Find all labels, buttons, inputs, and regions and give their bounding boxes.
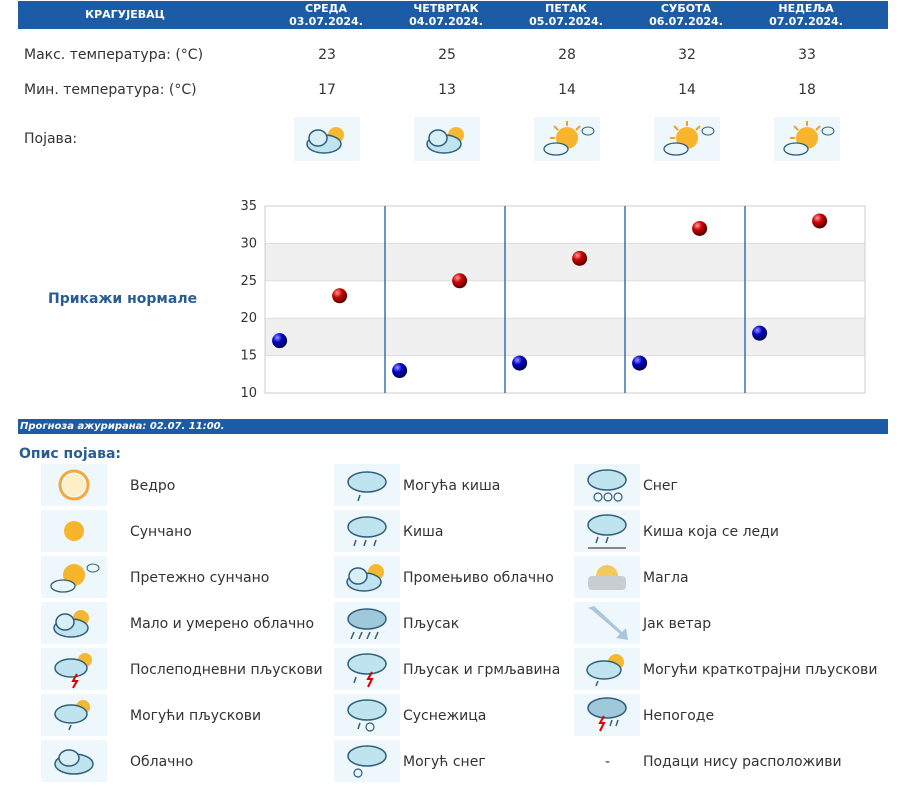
grid-band <box>265 318 865 355</box>
fog-icon <box>574 556 640 598</box>
grid-band <box>265 206 865 243</box>
cloud-sun-icon <box>334 556 400 598</box>
cloud-light-rain-icon <box>334 464 400 506</box>
cloud-sun-rain-icon <box>41 694 107 736</box>
grid-band <box>265 356 865 393</box>
legend-label: Магла <box>643 570 689 586</box>
legend-label: Промењиво облачно <box>403 570 554 586</box>
day-name: СРЕДА <box>305 2 347 15</box>
show-normals-link[interactable]: Прикажи нормале <box>48 291 198 307</box>
legend-label: Мало и умерено облачно <box>130 616 315 632</box>
max-temp-marker <box>332 288 347 303</box>
max-temp-marker <box>692 221 707 236</box>
legend-label: Суснежица <box>403 708 487 724</box>
cloud-sun-thunder-icon <box>41 648 107 690</box>
cloud-icon <box>41 740 107 782</box>
day-column-1 <box>266 2 386 28</box>
legend-label: Сунчано <box>130 524 192 540</box>
cloud-sleet-icon <box>334 694 400 736</box>
legend-label: Могући краткотрајни пљускови <box>643 662 878 678</box>
day-column-5 <box>746 2 866 28</box>
max-temp-label: Макс. температура: (°C) <box>24 47 204 63</box>
forecast-header <box>18 1 888 29</box>
legend-label: Подаци нису расположиви <box>643 754 842 770</box>
cloud-sun-icon <box>41 602 107 644</box>
update-bar <box>18 419 888 434</box>
legend-label: Могући пљускови <box>130 708 262 724</box>
cloud-sun-icon <box>414 117 480 161</box>
min-temp-value: 14 <box>558 82 576 98</box>
min-temp-value: 13 <box>438 82 456 98</box>
day-name: НЕДЕЉА <box>778 2 834 15</box>
legend-label: Непогоде <box>643 708 715 724</box>
min-temp-value: 14 <box>678 82 696 98</box>
max-temp-marker <box>812 213 827 228</box>
max-temp-value: 25 <box>438 47 456 63</box>
cloud-sun-shower-icon <box>574 648 640 690</box>
y-tick-label: 20 <box>240 311 257 327</box>
day-name: СУБОТА <box>660 2 712 15</box>
day-column-3 <box>506 2 626 28</box>
cloud-freezing-rain-icon <box>574 510 640 552</box>
sun-cloud-icon <box>41 556 107 598</box>
max-temp-value: 32 <box>678 47 696 63</box>
y-tick-label: 35 <box>240 199 257 214</box>
cloud-thunder-icon <box>334 648 400 690</box>
max-temp-marker <box>452 273 467 288</box>
min-temp-value: 18 <box>798 82 816 98</box>
sun-cloud-icon <box>774 117 840 161</box>
grid-band <box>265 243 865 280</box>
day-date: 06.07.2024. <box>649 15 723 28</box>
legend-title: Опис појава: <box>19 446 121 462</box>
cloud-rain-icon <box>334 510 400 552</box>
legend-label: Могућа киша <box>403 478 501 494</box>
legend-label: Могућ снег <box>403 754 486 770</box>
day-column-2 <box>386 2 506 28</box>
min-temp-marker <box>512 356 527 371</box>
day-date: 05.07.2024. <box>529 15 603 28</box>
sun-cloud-icon <box>534 117 600 161</box>
legend-label: Киша <box>403 524 444 540</box>
legend-label: Снег <box>643 478 678 494</box>
cloud-snow-icon <box>574 464 640 506</box>
min-temp-marker <box>752 326 767 341</box>
max-temp-value: 33 <box>798 47 816 63</box>
legend-label: Послеподневни пљускови <box>130 662 323 678</box>
min-temp-marker <box>272 333 287 348</box>
grid-band <box>265 281 865 318</box>
y-tick-label: 25 <box>240 273 257 289</box>
day-column-4 <box>626 2 746 28</box>
day-date: 04.07.2024. <box>409 15 483 28</box>
cloud-sun-icon <box>294 117 360 161</box>
min-temp-value: 17 <box>318 82 336 98</box>
cloud-shower-icon <box>334 602 400 644</box>
y-tick-label: 30 <box>240 236 257 252</box>
sun-icon <box>41 510 107 552</box>
no-data-dash: - <box>605 754 611 770</box>
y-tick-label: 10 <box>240 386 257 401</box>
storm-icon <box>574 694 640 736</box>
day-date: 03.07.2024. <box>289 15 363 28</box>
min-temp-marker <box>392 363 407 378</box>
sun-outline-icon <box>41 464 107 506</box>
temperature-chart <box>230 196 870 406</box>
legend-label: Претежно сунчано <box>130 570 270 586</box>
sun-cloud-icon <box>654 117 720 161</box>
phenomenon-label: Појава: <box>24 131 78 147</box>
legend-label: Јак ветар <box>643 616 712 632</box>
legend-label: Пљусак <box>403 616 460 632</box>
max-temp-value: 23 <box>318 47 336 63</box>
legend-label: Пљусак и грмљавина <box>403 662 561 678</box>
day-date: 07.07.2024. <box>769 15 843 28</box>
min-temp-label: Мин. температура: (°C) <box>24 82 197 98</box>
y-tick-label: 15 <box>240 348 257 364</box>
legend-label: Ведро <box>130 478 176 494</box>
legend-label: Облачно <box>130 754 194 770</box>
update-text: Прогноза ажурирана: 02.07. 11:00. <box>20 421 225 432</box>
city-name: КРАГУЈЕВАЦ <box>85 8 165 21</box>
legend-label: Киша која се леди <box>643 524 779 540</box>
cloud-snowflake-icon <box>334 740 400 782</box>
wind-arrow-icon <box>574 602 640 644</box>
day-name: ЧЕТВРТАК <box>413 2 479 15</box>
day-name: ПЕТАК <box>545 2 587 15</box>
max-temp-value: 28 <box>558 47 576 63</box>
min-temp-marker <box>632 356 647 371</box>
max-temp-marker <box>572 251 587 266</box>
